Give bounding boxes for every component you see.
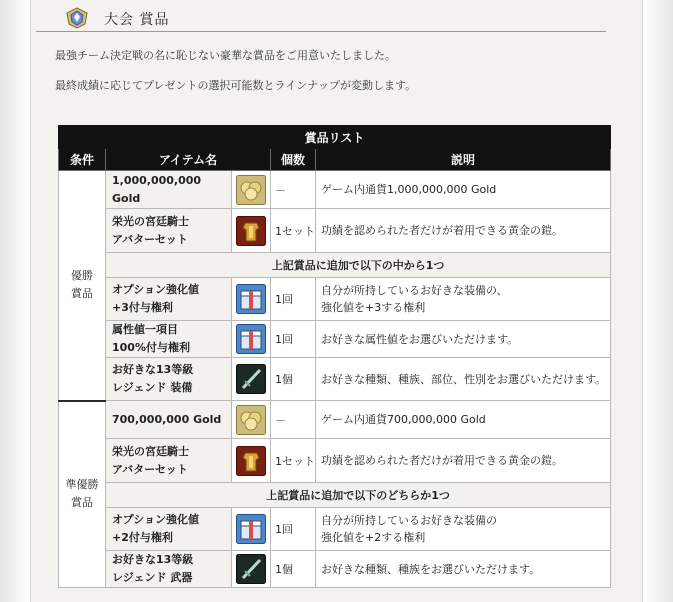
item-name-line: レジェンド 装備: [112, 381, 193, 394]
item-icon-cell: [232, 171, 271, 209]
item-icon-cell: [232, 321, 271, 358]
item-name: [106, 278, 232, 321]
item-name-line: レジェンド 武器: [112, 571, 193, 584]
item-name-line: 700,000,000 Gold: [112, 412, 222, 426]
header-quantity: 個数: [271, 149, 316, 171]
item-name: [106, 508, 232, 551]
condition-cell: [59, 401, 106, 588]
item-name-line: アバターセット: [112, 232, 188, 246]
item-name: [106, 358, 232, 401]
sword-icon: [236, 554, 266, 584]
table-row: [59, 508, 611, 551]
item-description: [316, 439, 611, 483]
item-name-line: お好きな13等級: [112, 553, 194, 566]
item-name-line: オプション強化値: [112, 513, 200, 526]
subheader-row: [59, 253, 611, 278]
item-name-line: +2付与権利: [112, 531, 173, 544]
emblem-icon: [65, 7, 89, 29]
item-quantity: －: [271, 401, 316, 439]
condition-line: 賞品: [71, 287, 93, 301]
item-description-line: お好きな種類、種族、部位、性別をお選びいただけます。: [321, 372, 607, 386]
item-description-line: 強化値を+2する権利: [321, 531, 426, 544]
item-description: [316, 358, 611, 401]
item-quantity: 1セット: [271, 209, 316, 253]
left-page-shadow: [0, 0, 30, 602]
condition-cell: [59, 171, 106, 401]
subheader-row: [59, 483, 611, 508]
item-description: [316, 551, 611, 588]
item-description-line: 功績を認められた者だけが着用できる黄金の鎧。: [321, 224, 563, 237]
intro-text-2: 最終成績に応じてプレゼントの選択可能数とラインナップが変動します。: [55, 79, 417, 92]
subheader-text: 上記賞品に追加で以下のどちらか1つ: [106, 483, 611, 508]
item-icon-cell: [232, 358, 271, 401]
item-icon-cell: [232, 278, 271, 321]
item-description-line: ゲーム内通貨1,000,000,000 Gold: [321, 183, 497, 196]
condition-line: 優勝: [71, 269, 93, 283]
item-name: [106, 321, 232, 358]
item-name-line: 栄光の宮廷騎士: [112, 214, 189, 228]
item-name: [106, 401, 232, 439]
item-icon-cell: [232, 401, 271, 439]
prize-table: [58, 125, 611, 588]
item-description-line: 強化値を+3する権利: [321, 301, 426, 314]
item-description: [316, 401, 611, 439]
item-name-line: 属性値一項目: [112, 323, 178, 336]
item-description: [316, 171, 611, 209]
gold-coin-icon: [236, 405, 266, 435]
box-icon: [236, 324, 266, 354]
condition-line: 準優勝: [65, 478, 99, 492]
item-name-line: アバターセット: [112, 462, 188, 476]
table-row: [59, 551, 611, 588]
item-description-line: 功績を認められた者だけが着用できる黄金の鎧。: [321, 454, 563, 467]
item-name-line: 栄光の宮廷騎士: [112, 444, 189, 458]
header-item-name: アイテム名: [106, 149, 271, 171]
item-description-line: お好きな属性値をお選びいただけます。: [321, 332, 519, 346]
item-description: [316, 209, 611, 253]
item-icon-cell: [232, 439, 271, 483]
item-description-line: ゲーム内通貨700,000,000 Gold: [321, 413, 486, 426]
gold-coin-icon: [236, 175, 266, 205]
item-name: [106, 171, 232, 209]
right-page-shadow: [643, 0, 673, 602]
item-icon-cell: [232, 551, 271, 588]
table-row: [59, 401, 611, 439]
table-row: [59, 321, 611, 358]
item-name-line: 1,000,000,000 Gold: [112, 173, 202, 205]
item-icon-cell: [232, 209, 271, 253]
item-description-line: 自分が所持しているお好きな装備の、: [321, 284, 508, 297]
item-description: [316, 508, 611, 551]
item-quantity: －: [271, 171, 316, 209]
header-condition: 条件: [59, 149, 106, 171]
sword-icon: [236, 364, 266, 394]
item-name-line: お好きな13等級: [112, 363, 194, 376]
item-name-line: 100%付与権利: [112, 341, 190, 354]
intro-text-1: 最強チーム決定戦の名に恥じない豪華な賞品をご用意いたしました。: [55, 49, 396, 62]
item-description-line: 自分が所持しているお好きな装備の: [321, 514, 497, 527]
page-title: 大会 賞品: [104, 12, 170, 28]
armor-icon: [236, 216, 266, 246]
table-caption: 賞品リスト: [59, 126, 611, 149]
table-row: [59, 439, 611, 483]
item-name-line: オプション強化値: [112, 283, 200, 296]
subheader-text: 上記賞品に追加で以下の中から1つ: [106, 253, 611, 278]
header-description: 説明: [316, 149, 611, 171]
box-icon: [236, 284, 266, 314]
item-quantity: 1回: [271, 278, 316, 321]
item-name: [106, 439, 232, 483]
table-row: [59, 278, 611, 321]
item-description-line: お好きな種類、種族をお選びいただけます。: [321, 562, 541, 576]
item-quantity: 1セット: [271, 439, 316, 483]
section-header: [36, 4, 606, 32]
item-icon-cell: [232, 508, 271, 551]
table-row: [59, 171, 611, 209]
item-quantity: 1個: [271, 358, 316, 401]
item-quantity: 1回: [271, 321, 316, 358]
item-name: [106, 209, 232, 253]
table-row: [59, 209, 611, 253]
box-icon: [236, 514, 266, 544]
item-description: [316, 321, 611, 358]
table-row: [59, 358, 611, 401]
condition-line: 賞品: [71, 496, 93, 510]
item-quantity: 1個: [271, 551, 316, 588]
item-name-line: +3付与権利: [112, 301, 173, 314]
item-name: [106, 551, 232, 588]
item-description: [316, 278, 611, 321]
item-quantity: 1回: [271, 508, 316, 551]
armor-icon: [236, 446, 266, 476]
